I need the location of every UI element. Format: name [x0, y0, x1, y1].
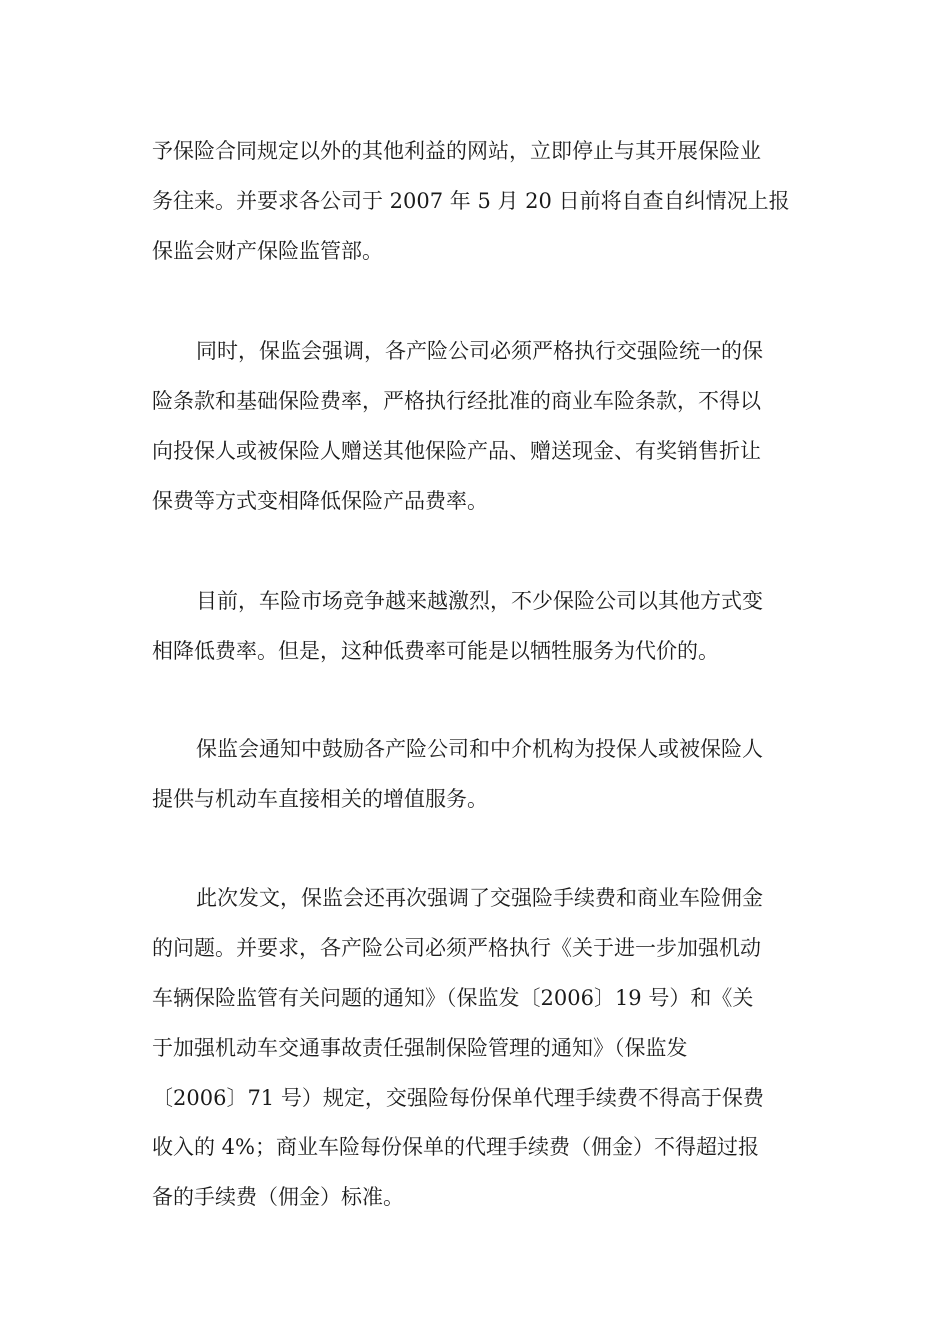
- paragraph-2-line-4: 保费等方式变相降低保险产品费率。: [152, 489, 488, 513]
- paragraph-5-line-3: 车辆保险监管有关问题的通知》（保监发〔2006〕19 号）和《关: [152, 986, 754, 1010]
- paragraph-5-line-6: 收入的 4%；商业车险每份保单的代理手续费（佣金）不得超过报: [152, 1135, 759, 1159]
- paragraph-1-line-1: 予保险合同规定以外的其他利益的网站，立即停止与其开展保险业: [152, 139, 761, 163]
- paragraph-2-line-3: 向投保人或被保险人赠送其他保险产品、赠送现金、有奖销售折让: [152, 439, 761, 463]
- paragraph-3-line-2: 相降低费率。但是，这种低费率可能是以牺牲服务为代价的。: [152, 639, 719, 663]
- paragraph-5-line-2: 的问题。并要求，各产险公司必须严格执行《关于进一步加强机动: [152, 936, 761, 960]
- paragraph-2-line-2: 险条款和基础保险费率，严格执行经批准的商业车险条款，不得以: [152, 389, 761, 413]
- paragraph-5-line-4: 于加强机动车交通事故责任强制保险管理的通知》（保监发: [152, 1036, 688, 1060]
- paragraph-1-line-3: 保监会财产保险监管部。: [152, 239, 383, 263]
- paragraph-3-line-1: 目前，车险市场竞争越来越激烈，不少保险公司以其他方式变: [196, 589, 763, 613]
- paragraph-5-line-1: 此次发文，保监会还再次强调了交强险手续费和商业车险佣金: [196, 886, 763, 910]
- paragraph-4-line-1: 保监会通知中鼓励各产险公司和中介机构为投保人或被保险人: [196, 737, 763, 761]
- paragraph-1-line-2: 务往来。并要求各公司于 2007 年 5 月 20 日前将自查自纠情况上报: [152, 189, 790, 213]
- paragraph-4-line-2: 提供与机动车直接相关的增值服务。: [152, 787, 488, 811]
- paragraph-2-line-1: 同时，保监会强调，各产险公司必须严格执行交强险统一的保: [196, 339, 763, 363]
- paragraph-5-line-7: 备的手续费（佣金）标准。: [152, 1185, 404, 1209]
- paragraph-5-line-5: 〔2006〕71 号）规定，交强险每份保单代理手续费不得高于保费: [152, 1086, 764, 1110]
